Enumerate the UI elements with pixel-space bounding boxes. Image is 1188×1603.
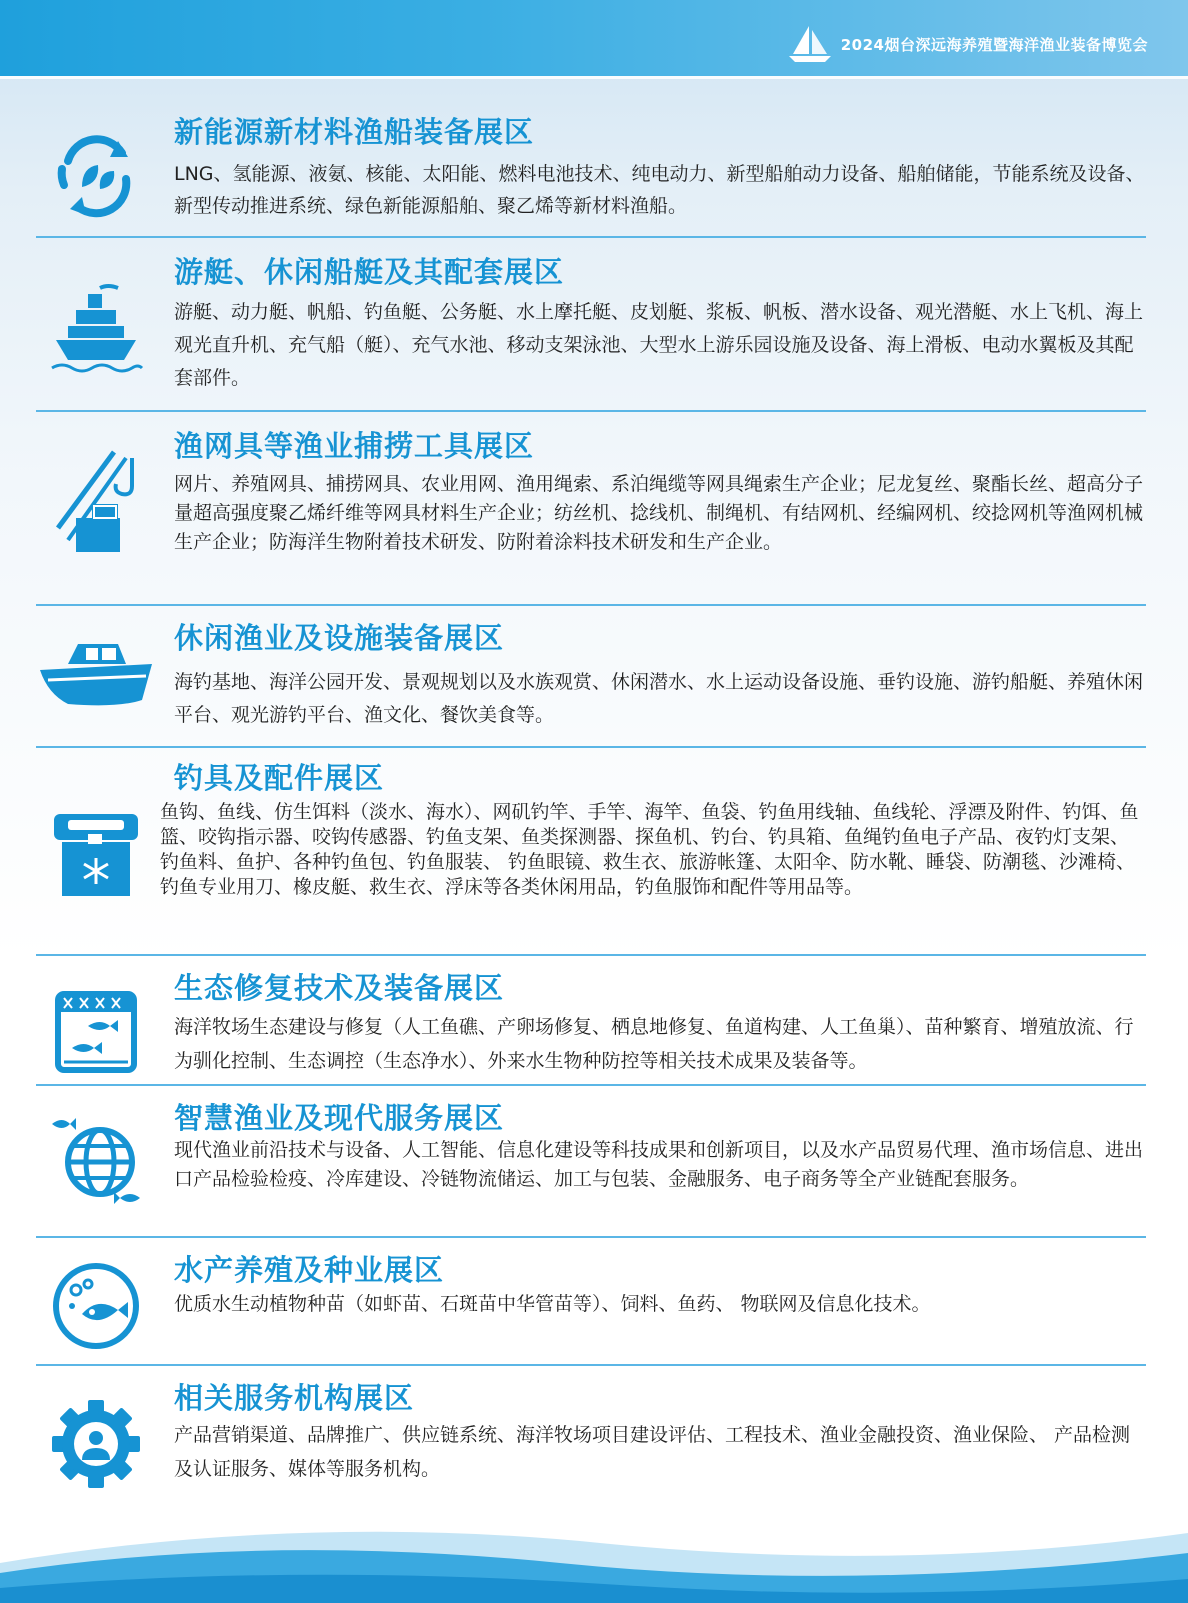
globe-fish-icon	[48, 1110, 148, 1210]
section-description: 现代渔业前沿技术与设备、人工智能、信息化建设等科技成果和创新项目，以及水产品贸易代理、渔市场信息、进出口产品检验检疫、冷库建设、冷链物流储运、加工与包装、金融服务、电子商务等全产业链配套服务。	[174, 1139, 1144, 1190]
section-service-agencies	[36, 1376, 1146, 1486]
divider	[36, 746, 1146, 748]
header-title: 2024烟台深远海养殖暨海洋渔业装备博览会	[840, 35, 1148, 54]
brand	[787, 24, 1148, 64]
section-title: 游艇、休闲船艇及其配套展区	[174, 255, 565, 289]
section-title: 休闲渔业及设施装备展区	[174, 621, 505, 655]
divider	[36, 236, 1146, 238]
divider	[36, 604, 1146, 606]
section-title: 钓具及配件展区	[174, 761, 385, 795]
sailboat-logo-icon	[787, 24, 833, 64]
section-title: 相关服务机构展区	[174, 1381, 415, 1415]
cruise-ship-icon	[48, 280, 144, 376]
section-title: 渔网具等渔业捕捞工具展区	[174, 429, 535, 463]
section-smart-fishery	[36, 1096, 1146, 1236]
section-description: 网片、养殖网具、捕捞网具、农业用网、渔用绳索、系泊绳缆等网具绳索生产企业；尼龙复丝、聚酯长丝、超高分子量超高强度聚乙烯纤维等网具材料生产企业；纺丝机、捻线机、制绳机、有结网机、经编网机、绞捻网机等渔网机械生产企业；防海洋生物附着技术研发、防附着涂料技术研发和生产企业。	[174, 473, 1144, 553]
section-new-energy	[36, 110, 1146, 230]
section-eco-restoration	[36, 966, 1146, 1076]
recycle-leaf-icon	[48, 125, 144, 221]
section-description: 海洋牧场生态建设与修复（人工鱼礁、产卵场修复、栖息地修复、鱼道构建、人工鱼巢）、苗种繁育、增殖放流、行为驯化控制、生态调控（生态净水）、外来水生物种防控等相关技术成果及装备等。	[174, 1016, 1134, 1072]
cooler-box-icon	[48, 806, 144, 902]
section-title: 生态修复技术及装备展区	[174, 971, 505, 1005]
fish-circle-icon	[48, 1258, 144, 1354]
section-description: LNG、氢能源、液氨、核能、太阳能、燃料电池技术、纯电动力、新型船舶动力设备、船舶储能，节能系统及设备、新型传动推进系统、绿色新能源船舶、聚乙烯等新材料渔船。	[174, 163, 1145, 217]
section-leisure-fishing	[36, 616, 1146, 736]
section-description: 优质水生动植物种苗（如虾苗、石斑苗中华管苗等）、饲料、鱼药、 物联网及信息化技术。	[174, 1293, 931, 1315]
section-fishing-nets	[36, 424, 1146, 594]
section-fishing-gear	[36, 756, 1146, 946]
divider	[36, 1084, 1146, 1086]
fish-habitat-icon	[48, 984, 144, 1080]
section-title: 水产养殖及种业展区	[174, 1253, 445, 1287]
motor-boat-icon	[38, 634, 154, 714]
wave-decoration	[0, 1493, 1188, 1603]
section-aquaculture	[36, 1248, 1146, 1348]
divider	[36, 954, 1146, 956]
section-description: 游艇、动力艇、帆船、钓鱼艇、公务艇、水上摩托艇、皮划艇、浆板、帆板、潜水设备、观光潜艇、水上飞机、海上观光直升机、充气船（艇）、充气水池、移动支架泳池、大型水上游乐园设施及设备、海上滑板、电动水翼板及其配套部件。	[174, 301, 1144, 389]
header-divider	[0, 76, 1188, 79]
section-description: 鱼钩、鱼线、仿生饵料（淡水、海水）、网矶钓竿、手竿、海竿、鱼袋、钓鱼用线轴、鱼线轮、浮漂及附件、钓饵、鱼篮、咬钩指示器、咬钩传感器、钓鱼支架、鱼类探测器、探鱼机、钓台、钓具箱、鱼绳钓鱼电子产品、夜钓灯支架、钓鱼料、鱼护、各种钓鱼包、钓鱼服装、 钓鱼眼镜、救生衣、旅游帐篷、太阳伞、防水靴、睡袋、防潮毯、沙滩椅、钓鱼专业用刀、橡皮艇、救生衣、浮床等各类休闲用品，钓鱼服饰和配件等用品等。	[160, 801, 1139, 898]
section-description: 产品营销渠道、品牌推广、供应链系统、海洋牧场项目建设评估、工程技术、渔业金融投资、渔业保险、 产品检测及认证服务、媒体等服务机构。	[174, 1424, 1131, 1480]
gear-person-icon	[48, 1396, 144, 1492]
section-description: 海钓基地、海洋公园开发、景观规划以及水族观赏、休闲潜水、水上运动设备设施、垂钓设施、游钓船艇、养殖休闲平台、观光游钓平台、渔文化、餐饮美食等。	[174, 671, 1144, 726]
section-title: 智慧渔业及现代服务展区	[174, 1101, 505, 1135]
divider	[36, 410, 1146, 412]
divider	[36, 1364, 1146, 1366]
section-yachts	[36, 250, 1146, 400]
divider	[36, 1236, 1146, 1238]
section-title: 新能源新材料渔船装备展区	[174, 115, 535, 149]
fishing-tackle-icon	[48, 448, 144, 568]
